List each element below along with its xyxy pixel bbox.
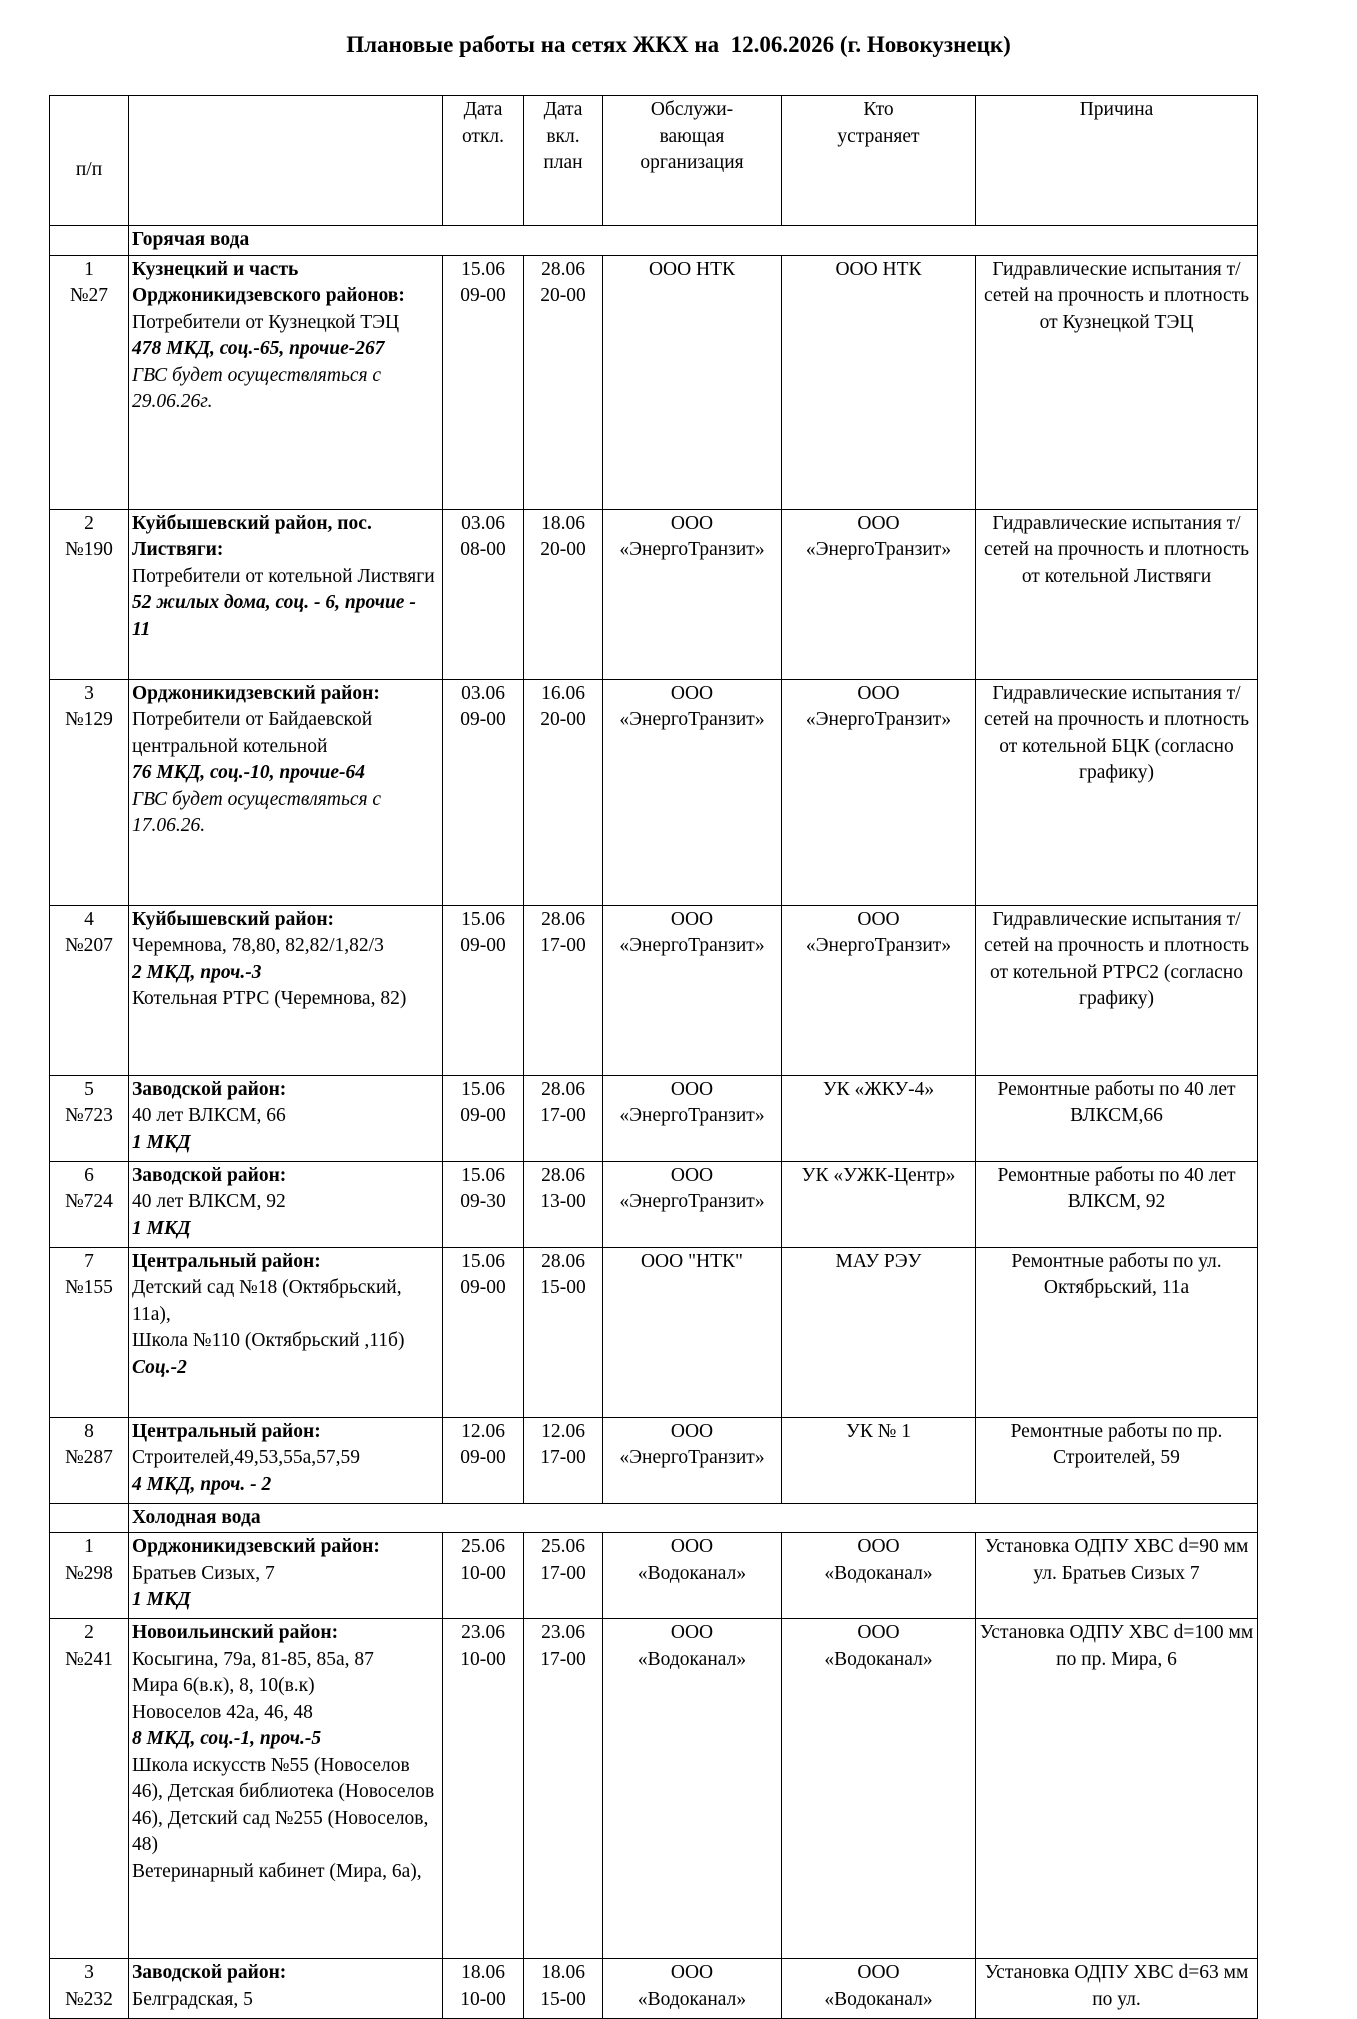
row-off-date: 03.06 09-00 (443, 679, 524, 905)
row-service-org: ООО «ЭнергоТранзит» (603, 1075, 782, 1161)
row-on-date: 28.06 13-00 (524, 1161, 603, 1247)
object-line: Белградская, 5 (132, 1988, 253, 2010)
row-off-date: 03.06 08-00 (443, 509, 524, 679)
row-on-date: 12.06 17-00 (524, 1417, 603, 1503)
row-number: 2 №241 (50, 1619, 129, 1959)
object-line: 2 МКД, проч.-3 (132, 961, 262, 983)
row-on-date: 18.06 20-00 (524, 509, 603, 679)
row-on-date: 28.06 15-00 (524, 1247, 603, 1417)
object-line: Куйбышевский район, пос. Листвяги: (132, 512, 372, 560)
object-line: 40 лет ВЛКСМ, 66 (132, 1105, 286, 1126)
row-on-date: 23.06 17-00 (524, 1619, 603, 1959)
object-line: Центральный район: (132, 1420, 321, 1442)
section-num-cell (50, 1503, 129, 1533)
row-service-org: ООО «Водоканал» (603, 1533, 782, 1619)
section-row (50, 226, 1258, 256)
page-title: Плановые работы на сетях ЖКХ на 12.06.2026 (г. Новокузнецк) (346, 32, 1011, 57)
row-executor: УК «УЖК-Центр» (782, 1161, 976, 1247)
row-object (129, 255, 443, 509)
object-line: Потребители от Байдаевской центральной котельной (132, 709, 373, 757)
header-on-date: Дата вкл. план (524, 96, 603, 226)
row-service-org: ООО «ЭнергоТранзит» (603, 509, 782, 679)
row-number: 3 №232 (50, 1959, 129, 2019)
header-reason: Причина (976, 96, 1258, 226)
object-line: Соц.-2 (132, 1356, 187, 1378)
row-number: 8 №287 (50, 1417, 129, 1503)
row-off-date: 15.06 09-00 (443, 905, 524, 1075)
row-object (129, 1075, 443, 1161)
table-row (50, 1417, 1258, 1503)
row-on-date: 16.06 20-00 (524, 679, 603, 905)
row-number: 1 №298 (50, 1533, 129, 1619)
header-service-org: Обслужи- вающая организация (603, 96, 782, 226)
row-object (129, 1533, 443, 1619)
object-line: Черемнова, 78,80, 82,82/1,82/3 (132, 935, 384, 956)
row-executor: ООО «Водоканал» (782, 1959, 976, 2019)
object-line: Заводской район: (132, 1962, 287, 1983)
row-service-org: ООО «ЭнергоТранзит» (603, 1417, 782, 1503)
table-header-row (50, 96, 1258, 226)
row-service-org: ООО "НТК" (603, 1247, 782, 1417)
object-line: ГВС будет осуществляться с 29.06.26г. (132, 364, 382, 412)
row-reason: Гидравлические испытания т/сетей на прочность и плотность от Кузнецкой ТЭЦ (976, 255, 1258, 509)
row-reason: Ремонтные работы по пр. Строителей, 59 (976, 1417, 1258, 1503)
row-off-date: 15.06 09-00 (443, 1247, 524, 1417)
object-line: 52 жилых дома, соц. - 6, прочие - 11 (132, 592, 416, 640)
table-row (50, 509, 1258, 679)
row-number: 2 №190 (50, 509, 129, 679)
row-service-org: ООО «ЭнергоТранзит» (603, 679, 782, 905)
object-line: Школа искусств №55 (Новоселов 46), Детская библиотека (Новоселов 46), Детский сад №255 (Новоселов, 48) (132, 1754, 435, 1855)
row-reason: Установка ОДПУ ХВС d=100 мм по пр. Мира, 6 (976, 1619, 1258, 1959)
table-row (50, 905, 1258, 1075)
row-off-date: 15.06 09-30 (443, 1161, 524, 1247)
header-num: п/п (50, 96, 129, 226)
table-row (50, 255, 1258, 509)
row-service-org: ООО НТК (603, 255, 782, 509)
object-line: Котельная РТРС (Черемнова, 82) (132, 988, 407, 1009)
object-line: Куйбышевский район: (132, 908, 335, 930)
row-on-date: 28.06 17-00 (524, 905, 603, 1075)
row-off-date: 18.06 10-00 (443, 1959, 524, 2019)
row-object (129, 509, 443, 679)
row-number: 3 №129 (50, 679, 129, 905)
row-reason: Установка ОДПУ ХВС d=63 мм по ул. (976, 1959, 1258, 2019)
row-number: 1 №27 (50, 255, 129, 509)
row-executor: ООО «Водоканал» (782, 1619, 976, 1959)
object-line: Ветеринарный кабинет (Мира, 6а), (132, 1860, 422, 1882)
row-object (129, 679, 443, 905)
object-line: Заводской район: (132, 1078, 287, 1100)
row-reason: Ремонтные работы по ул. Октябрьский, 11а (976, 1247, 1258, 1417)
object-line: Новоселов 42а, 46, 48 (132, 1701, 313, 1723)
row-reason: Ремонтные работы по 40 лет ВЛКСМ, 92 (976, 1161, 1258, 1247)
row-object (129, 1417, 443, 1503)
table-row (50, 1959, 1258, 2019)
row-executor: УК № 1 (782, 1417, 976, 1503)
object-line: 4 МКД, проч. - 2 (132, 1473, 272, 1495)
table-row (50, 1075, 1258, 1161)
row-service-org: ООО «Водоканал» (603, 1619, 782, 1959)
works-table (49, 95, 1258, 2019)
row-reason: Гидравлические испытания т/сетей на прочность и плотность от котельной Листвяги (976, 509, 1258, 679)
table-row (50, 1247, 1258, 1417)
row-object (129, 905, 443, 1075)
row-off-date: 23.06 10-00 (443, 1619, 524, 1959)
object-line: Новоильинский район: (132, 1622, 339, 1643)
section-num-cell (50, 226, 129, 256)
object-line: Братьев Сизых, 7 (132, 1562, 275, 1584)
row-object (129, 1959, 443, 2019)
object-line: 478 МКД, соц.-65, прочие-267 (132, 338, 385, 359)
object-line: Кузнецкий и часть Орджоникидзевского районов: (132, 258, 405, 306)
row-reason: Гидравлические испытания т/сетей на прочность и плотность от котельной РТРС2 (согласно графику) (976, 905, 1258, 1075)
object-line: Орджоникидзевский район: (132, 1536, 380, 1557)
object-line: 1 МКД (132, 1217, 191, 1239)
object-line: Центральный район: (132, 1250, 321, 1272)
object-line: 8 МКД, соц.-1, проч.-5 (132, 1728, 322, 1749)
object-line: Потребители от Кузнецкой ТЭЦ (132, 311, 400, 333)
row-executor: МАУ РЭУ (782, 1247, 976, 1417)
row-object (129, 1161, 443, 1247)
table-row (50, 679, 1258, 905)
object-line: 40 лет ВЛКСМ, 92 (132, 1191, 286, 1212)
section-label: Горячая вода (129, 226, 1258, 256)
object-line: Школа №110 (Октябрьский ,11б) (132, 1330, 405, 1351)
row-executor: ООО «ЭнергоТранзит» (782, 679, 976, 905)
header-executor: Кто устраняет (782, 96, 976, 226)
row-on-date: 18.06 15-00 (524, 1959, 603, 2019)
row-off-date: 25.06 10-00 (443, 1533, 524, 1619)
object-line: Мира 6(в.к), 8, 10(в.к) (132, 1675, 315, 1696)
row-executor: УК «ЖКУ-4» (782, 1075, 976, 1161)
row-object (129, 1247, 443, 1417)
object-line: 1 МКД (132, 1131, 191, 1153)
row-executor: ООО «ЭнергоТранзит» (782, 905, 976, 1075)
row-on-date: 28.06 20-00 (524, 255, 603, 509)
row-executor: ООО НТК (782, 255, 976, 509)
row-executor: ООО «Водоканал» (782, 1533, 976, 1619)
row-executor: ООО «ЭнергоТранзит» (782, 509, 976, 679)
row-on-date: 25.06 17-00 (524, 1533, 603, 1619)
row-number: 4 №207 (50, 905, 129, 1075)
object-line: 1 МКД (132, 1589, 191, 1610)
row-off-date: 15.06 09-00 (443, 1075, 524, 1161)
row-reason: Ремонтные работы по 40 лет ВЛКСМ,66 (976, 1075, 1258, 1161)
row-service-org: ООО «ЭнергоТранзит» (603, 1161, 782, 1247)
header-object (129, 96, 443, 226)
row-off-date: 12.06 09-00 (443, 1417, 524, 1503)
row-number: 7 №155 (50, 1247, 129, 1417)
table-row (50, 1533, 1258, 1619)
object-line: Потребители от котельной Листвяги (132, 565, 435, 587)
object-line: Косыгина, 79а, 81-85, 85а, 87 (132, 1648, 374, 1670)
object-line: ГВС будет осуществляться с 17.06.26. (132, 788, 382, 836)
row-number: 5 №723 (50, 1075, 129, 1161)
table-row (50, 1161, 1258, 1247)
object-line: 76 МКД, соц.-10, прочие-64 (132, 762, 365, 783)
row-object (129, 1619, 443, 1959)
row-off-date: 15.06 09-00 (443, 255, 524, 509)
object-line: Детский сад №18 (Октябрьский, 11а), (132, 1277, 402, 1325)
table-body (50, 96, 1258, 2019)
row-reason: Гидравлические испытания т/сетей на прочность и плотность от котельной БЦК (согласно графику) (976, 679, 1258, 905)
object-line: Строителей,49,53,55а,57,59 (132, 1447, 360, 1468)
row-service-org: ООО «Водоканал» (603, 1959, 782, 2019)
row-number: 6 №724 (50, 1161, 129, 1247)
section-row (50, 1503, 1258, 1533)
row-on-date: 28.06 17-00 (524, 1075, 603, 1161)
section-label: Холодная вода (129, 1503, 1258, 1533)
header-off-date: Дата откл. (443, 96, 524, 226)
object-line: Заводской район: (132, 1164, 287, 1186)
row-service-org: ООО «ЭнергоТранзит» (603, 905, 782, 1075)
table-row (50, 1619, 1258, 1959)
row-reason: Установка ОДПУ ХВС d=90 мм ул. Братьев Сизых 7 (976, 1533, 1258, 1619)
object-line: Орджоникидзевский район: (132, 682, 380, 704)
